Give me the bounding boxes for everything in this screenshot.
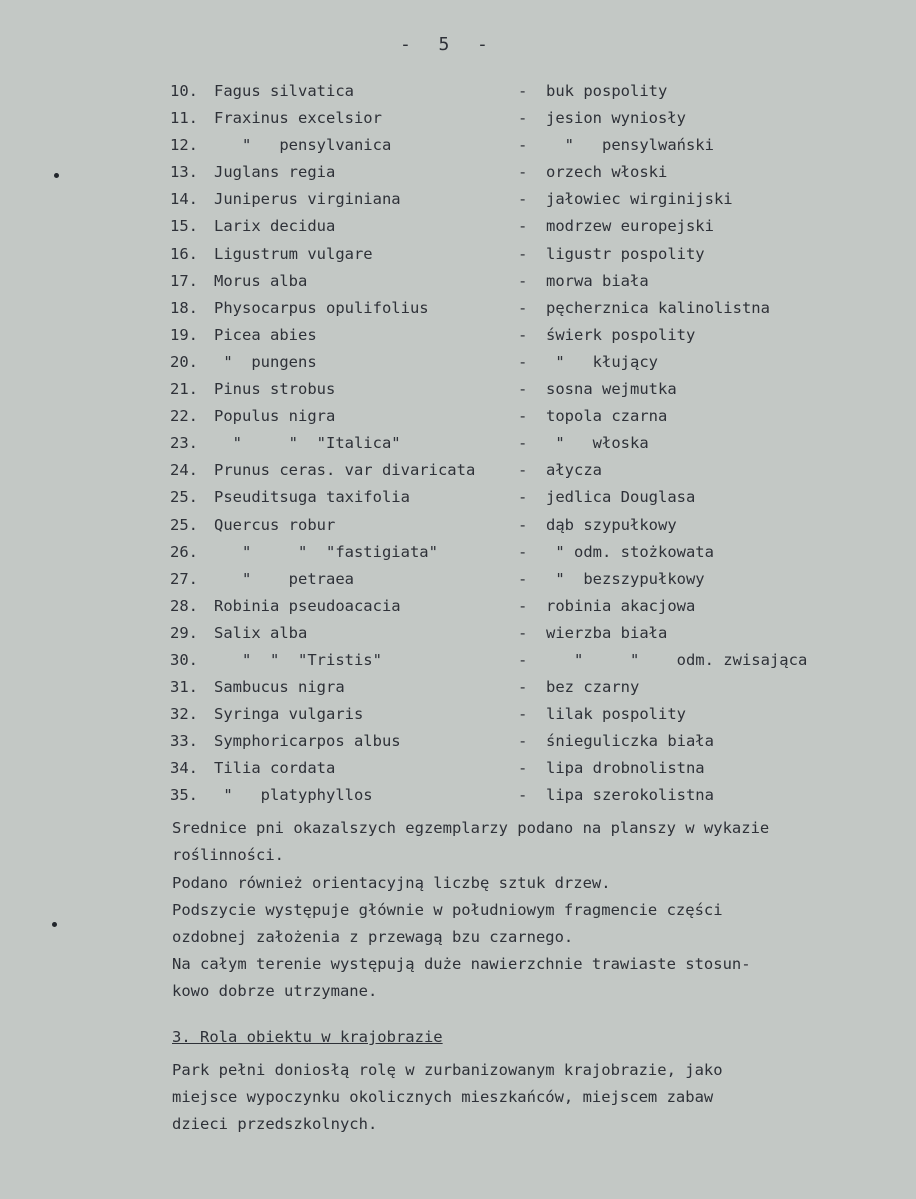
species-row: [0, 674, 916, 701]
latin-name: Juglans regia: [214, 163, 336, 182]
latin-name: Pinus strobus: [214, 380, 336, 399]
species-number: 21.: [170, 380, 198, 399]
separator-dash: -: [518, 650, 528, 669]
separator-dash: -: [518, 271, 528, 290]
species-number: 26.: [170, 542, 198, 561]
species-row: [0, 78, 916, 105]
polish-name: modrzew europejski: [546, 217, 714, 236]
paper-speck: [54, 173, 59, 178]
latin-name: Fagus silvatica: [214, 82, 354, 100]
latin-name: Morus alba: [214, 271, 308, 290]
latin-name: " pensylvanica: [214, 136, 392, 155]
species-number: 29.: [170, 623, 198, 642]
paragraph-tree-count: Podano również orientacyjną liczbę sztuk drzew.: [172, 874, 611, 892]
polish-name: jedlica Douglasa: [546, 488, 696, 507]
polish-name: robinia akacjowa: [546, 596, 696, 615]
polish-name: świerk pospolity: [546, 325, 696, 344]
species-row: [0, 566, 916, 593]
polish-name: śnieguliczka biała: [546, 732, 714, 751]
species-row: [0, 159, 916, 186]
species-number: 13.: [170, 163, 198, 182]
species-list: [0, 78, 916, 810]
polish-name: dąb szypułkowy: [546, 515, 677, 534]
species-row: [0, 105, 916, 132]
species-row: [0, 349, 916, 376]
species-number: 22.: [170, 407, 198, 426]
species-row: [0, 132, 916, 159]
species-row: [0, 241, 916, 268]
latin-name: Symphoricarpos albus: [214, 732, 401, 751]
polish-name: ligustr pospolity: [546, 244, 705, 263]
separator-dash: -: [518, 407, 528, 426]
separator-dash: -: [518, 109, 528, 128]
separator-dash: -: [518, 461, 528, 480]
polish-name: bez czarny: [546, 678, 640, 697]
latin-name: Ligustrum vulgare: [214, 244, 373, 263]
species-number: 28.: [170, 596, 198, 615]
separator-dash: -: [518, 325, 528, 344]
latin-name: Tilia cordata: [214, 759, 336, 778]
latin-name: Picea abies: [214, 325, 317, 344]
separator-dash: -: [518, 380, 528, 399]
latin-name: " pungens: [214, 352, 317, 371]
species-number: 25.: [170, 515, 198, 534]
species-number: 16.: [170, 244, 198, 263]
species-row: [0, 647, 916, 674]
species-row: [0, 512, 916, 539]
species-number: 20.: [170, 352, 198, 371]
separator-dash: -: [518, 217, 528, 236]
species-row: [0, 403, 916, 430]
latin-name: Salix alba: [214, 623, 308, 642]
species-row: [0, 430, 916, 457]
separator-dash: -: [518, 569, 528, 588]
separator-dash: -: [518, 623, 528, 642]
latin-name: Syringa vulgaris: [214, 705, 364, 724]
species-number: 24.: [170, 461, 198, 480]
separator-dash: -: [518, 759, 528, 778]
paragraph-park-role: Park pełni doniosłą rolę w zurbanizowanym krajobrazie, jako miejsce wypoczynku okolicznych mieszkańców, miejscem zabaw dzieci przedszkolnych.: [172, 1061, 723, 1133]
species-number: 17.: [170, 271, 198, 290]
polish-name: morwa biała: [546, 271, 649, 290]
species-number: 14.: [170, 190, 198, 209]
latin-name: " platyphyllos: [214, 786, 373, 805]
latin-name: Quercus robur: [214, 515, 336, 534]
species-row: [0, 728, 916, 755]
separator-dash: -: [518, 542, 528, 561]
separator-dash: -: [518, 163, 528, 182]
polish-name: sosna wejmutka: [546, 380, 677, 399]
separator-dash: -: [518, 82, 528, 100]
species-row: [0, 376, 916, 403]
separator-dash: -: [518, 352, 528, 371]
paper-speck: [52, 922, 57, 927]
species-row: [0, 539, 916, 566]
species-row: [0, 457, 916, 484]
latin-name: Populus nigra: [214, 407, 336, 426]
species-number: 34.: [170, 759, 198, 778]
species-number: 32.: [170, 705, 198, 724]
polish-name: jesion wyniosły: [546, 109, 686, 128]
separator-dash: -: [518, 488, 528, 507]
species-number: 11.: [170, 109, 198, 128]
latin-name: Fraxinus excelsior: [214, 109, 382, 128]
species-number: 12.: [170, 136, 198, 155]
separator-dash: -: [518, 190, 528, 209]
polish-name: buk pospolity: [546, 82, 668, 100]
species-row: [0, 268, 916, 295]
paragraph-lawns: Na całym terenie występują duże nawierzchnie trawiaste stosun- kowo dobrze utrzymane.: [172, 955, 751, 1000]
latin-name: Pseuditsuga taxifolia: [214, 488, 410, 507]
polish-name: ałycza: [546, 461, 602, 480]
species-row: [0, 620, 916, 647]
species-number: 10.: [170, 82, 198, 100]
separator-dash: -: [518, 244, 528, 263]
species-row: [0, 593, 916, 620]
species-row: [0, 484, 916, 511]
species-row: [0, 295, 916, 322]
separator-dash: -: [518, 434, 528, 453]
latin-name: Larix decidua: [214, 217, 336, 236]
section-heading: 3. Rola obiektu w krajobrazie: [172, 1028, 443, 1046]
paragraph-trunk-diameters: Srednice pni okazalszych egzemplarzy podano na planszy w wykazie roślinności.: [172, 819, 770, 864]
separator-dash: -: [518, 732, 528, 751]
page-number: - 5 -: [400, 34, 490, 55]
species-number: 19.: [170, 325, 198, 344]
separator-dash: -: [518, 786, 528, 805]
separator-dash: -: [518, 136, 528, 155]
species-row: [0, 755, 916, 782]
species-number: 18.: [170, 298, 198, 317]
separator-dash: -: [518, 596, 528, 615]
polish-name: jałowiec wirginijski: [546, 190, 733, 209]
species-number: 30.: [170, 650, 198, 669]
species-row: [0, 322, 916, 349]
latin-name: Physocarpus opulifolius: [214, 298, 429, 317]
polish-name: pęcherznica kalinolistna: [546, 298, 770, 317]
species-number: 23.: [170, 434, 198, 453]
separator-dash: -: [518, 298, 528, 317]
species-row: [0, 701, 916, 728]
polish-name: " bezszypułkowy: [546, 569, 705, 588]
polish-name: " " odm. zwisająca: [546, 650, 808, 669]
polish-name: wierzba biała: [546, 623, 668, 642]
species-number: 31.: [170, 678, 198, 697]
latin-name: " " "Italica": [214, 434, 401, 453]
species-number: 27.: [170, 569, 198, 588]
separator-dash: -: [518, 515, 528, 534]
species-number: 25.: [170, 488, 198, 507]
paragraph-undergrowth: Podszycie występuje głównie w południowym fragmencie części ozdobnej założenia z przewagą bzu czarnego.: [172, 901, 723, 946]
polish-name: orzech włoski: [546, 163, 668, 182]
polish-name: " odm. stożkowata: [546, 542, 714, 561]
latin-name: Robinia pseudoacacia: [214, 596, 401, 615]
polish-name: " włoska: [546, 434, 649, 453]
separator-dash: -: [518, 678, 528, 697]
polish-name: lipa drobnolistna: [546, 759, 705, 778]
species-number: 33.: [170, 732, 198, 751]
polish-name: lipa szerokolistna: [546, 786, 714, 805]
polish-name: " kłujący: [546, 352, 658, 371]
latin-name: " " "Tristis": [214, 650, 382, 669]
separator-dash: -: [518, 705, 528, 724]
polish-name: topola czarna: [546, 407, 668, 426]
polish-name: " pensylwański: [546, 136, 714, 155]
species-row: [0, 186, 916, 213]
latin-name: " " "fastigiata": [214, 542, 438, 561]
species-number: 35.: [170, 786, 198, 805]
species-row: [0, 782, 916, 809]
latin-name: Prunus ceras. var divaricata: [214, 461, 476, 480]
species-row: [0, 213, 916, 240]
species-number: 15.: [170, 217, 198, 236]
latin-name: Juniperus virginiana: [214, 190, 401, 209]
polish-name: lilak pospolity: [546, 705, 686, 724]
latin-name: " petraea: [214, 569, 354, 588]
latin-name: Sambucus nigra: [214, 678, 345, 697]
